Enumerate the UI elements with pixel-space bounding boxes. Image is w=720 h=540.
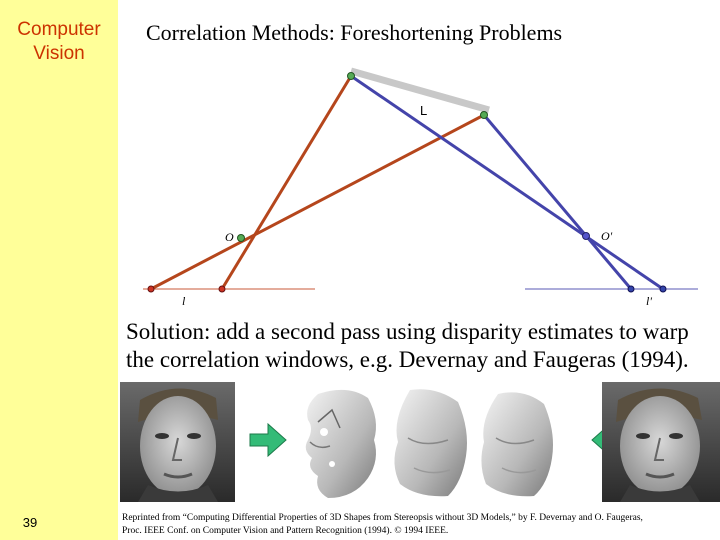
- solution-line-1: Solution: add a second pass using disparity estimates to warp: [126, 319, 689, 344]
- image-point-r2: [660, 286, 666, 292]
- citation-line-2: Proc. IEEE Conf. on Computer Vision and Pattern Recognition (1994). © 1994 IEEE.: [122, 526, 449, 536]
- image-point-l1: [148, 286, 154, 292]
- label-O: O: [225, 230, 234, 244]
- profile-reconstruction: [306, 390, 376, 498]
- page-number: 39: [22, 515, 38, 530]
- left-face-photo: [120, 382, 235, 502]
- red-ray-2: [151, 115, 484, 289]
- center-o: [238, 235, 245, 242]
- slide-title: Correlation Methods: Foreshortening Problems: [146, 20, 563, 45]
- image-point-l2: [219, 286, 225, 292]
- blue-ray-1: [351, 76, 663, 289]
- surface-point-b: [481, 112, 488, 119]
- image-point-r1: [628, 286, 634, 292]
- citation-line-1: Reprinted from “Computing Differential Properties of 3D Shapes from Stereopsis without 3D Models,” by F. Devernay and O. Faugeras,: [122, 513, 643, 523]
- course-title-line1: Computer: [17, 19, 101, 40]
- surface-point-a: [348, 73, 355, 80]
- label-l: l: [182, 294, 186, 308]
- surface-view-1: [394, 389, 467, 496]
- sidebar: [0, 0, 118, 540]
- label-l-prime: l': [646, 294, 652, 308]
- center-o-prime: [583, 233, 590, 240]
- face-reconstruction-figure: [118, 380, 720, 502]
- label-O-prime: O': [601, 229, 613, 243]
- right-face-photo: [602, 382, 720, 502]
- citation: [122, 512, 720, 538]
- foreshortening-diagram: [118, 60, 720, 310]
- course-title-line2: Vision: [33, 43, 85, 64]
- label-L: L: [420, 103, 428, 118]
- red-ray-1: [222, 76, 351, 289]
- arrow-right-icon: [250, 424, 286, 456]
- blue-ray-2: [484, 115, 631, 289]
- solution-line-2: the correlation windows, e.g. Devernay and Faugeras (1994).: [126, 347, 689, 372]
- surface-view-2: [481, 392, 553, 496]
- solution-text: [126, 318, 720, 374]
- course-title: [0, 18, 118, 66]
